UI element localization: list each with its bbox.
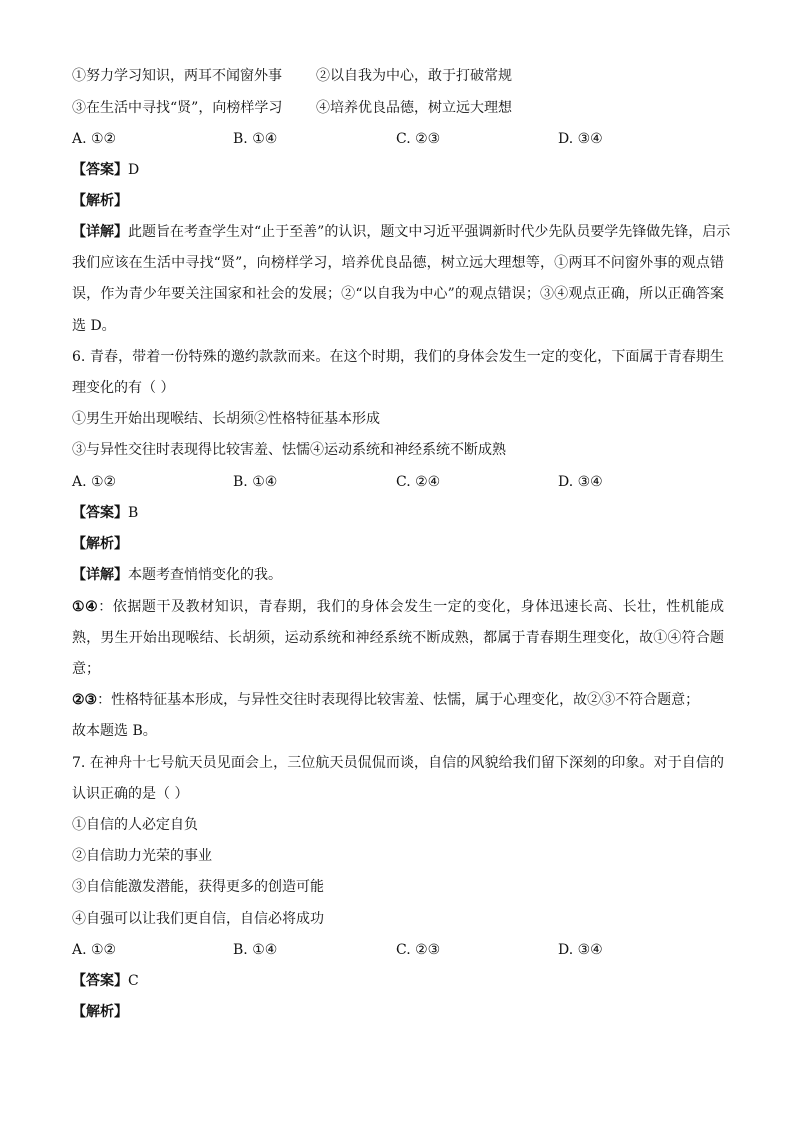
q7-option-d: D. ③④ bbox=[558, 942, 603, 958]
para-lead: ②③ bbox=[72, 692, 98, 708]
q5-option-c: C. ②③ bbox=[396, 131, 441, 147]
q7-option-c: C. ②③ bbox=[396, 942, 441, 958]
q6-statements-line-2: ③与异性交往时表现得比较害羞、怯懦④运动系统和神经系统不断成熟 bbox=[72, 442, 506, 458]
q5-analysis-heading bbox=[72, 191, 724, 211]
q5-statement-1: ①努力学习知识，两耳不闻窗外事 bbox=[72, 68, 282, 84]
q7-statement-2: ②自信助力光荣的事业 bbox=[72, 848, 212, 864]
q6-detail-line-1 bbox=[72, 565, 724, 585]
q7-option-b: B. ①④ bbox=[233, 942, 278, 958]
q7-analysis-heading bbox=[72, 1002, 724, 1022]
detail-text: 本题考查悄悄变化的我。 bbox=[128, 567, 282, 583]
q5-detail-line-3: 误，作为青少年要关注国家和社会的发展；②“以自我为中心”的观点错误；③④观点正确，所以正确答案 bbox=[72, 286, 724, 302]
q7-statement-1: ①自信的人必定自负 bbox=[72, 817, 198, 833]
q6-option-b: B. ①④ bbox=[233, 474, 278, 490]
q7-option-a: A. ①② bbox=[72, 942, 117, 958]
answer-label: 【答案】 bbox=[72, 505, 128, 521]
answer-label: 【答案】 bbox=[72, 162, 128, 178]
q6-option-a: A. ①② bbox=[72, 474, 117, 490]
q6-detail-para1-line-3: 意； bbox=[72, 661, 100, 677]
q5-option-a: A. ①② bbox=[72, 131, 117, 147]
q5-statement-2: ②以自我为中心，敢于打破常规 bbox=[316, 68, 512, 84]
q5-detail-line-1 bbox=[72, 222, 731, 242]
q7-answer bbox=[72, 971, 724, 991]
analysis-label: 【解析】 bbox=[72, 536, 128, 552]
q6-stem-line-1: 6. 青春，带着一份特殊的邀约款款而来。在这个时期，我们的身体会发生一定的变化，下面属于青春期生 bbox=[72, 349, 724, 365]
q5-option-b: B. ①④ bbox=[233, 131, 278, 147]
answer-value: D bbox=[128, 162, 140, 178]
para-text: ：性格特征基本形成，与异性交往时表现得比较害羞、怯懦，属于心理变化，故②③不符合题意； bbox=[97, 692, 700, 708]
q7-statement-4: ④自强可以让我们更自信，自信必将成功 bbox=[72, 911, 324, 927]
q6-detail-para1-line-2: 熟，男生开始出现喉结、长胡须，运动系统和神经系统不断成熟，都属于青春期生理变化，故①④符合题 bbox=[72, 630, 724, 646]
q6-analysis-heading bbox=[72, 534, 724, 554]
q6-answer bbox=[72, 503, 724, 523]
q5-statement-3: ③在生活中寻找“贤”，向榜样学习 bbox=[72, 100, 283, 116]
para-lead: ①④ bbox=[72, 599, 99, 615]
answer-value: B bbox=[128, 505, 139, 521]
answer-value: C bbox=[128, 973, 139, 989]
q6-stem-line-2: 理变化的有（ ） bbox=[72, 380, 175, 396]
q5-statement-4: ④培养优良品德，树立远大理想 bbox=[316, 100, 512, 116]
para-text: ：依据题干及教材知识，青春期，我们的身体会发生一定的变化，身体迅速长高、长壮，性机能成 bbox=[98, 599, 724, 615]
q5-answer bbox=[72, 160, 724, 180]
q6-detail-para2-line-1 bbox=[72, 690, 724, 710]
detail-text: 此题旨在考查学生对“止于至善”的认识，题文中习近平强调新时代少先队员要学先锋做先锋，启示 bbox=[128, 224, 731, 240]
q5-detail-line-4: 选 D。 bbox=[72, 318, 116, 334]
q6-detail-para2-line-2: 故本题选 B。 bbox=[72, 723, 157, 739]
detail-label: 【详解】 bbox=[72, 224, 128, 240]
analysis-label: 【解析】 bbox=[72, 1004, 128, 1020]
detail-label: 【详解】 bbox=[72, 567, 128, 583]
q7-stem-line-1: 7. 在神舟十七号航天员见面会上，三位航天员侃侃而谈，自信的风貌给我们留下深刻的印象。对于自信的 bbox=[72, 755, 724, 771]
q5-option-d: D. ③④ bbox=[558, 131, 603, 147]
q6-statements-line-1: ①男生开始出现喉结、长胡须②性格特征基本形成 bbox=[72, 411, 380, 427]
q5-detail-line-2: 我们应该在生活中寻找“贤”，向榜样学习，培养优良品德，树立远大理想等，①两耳不问窗外事的观点错 bbox=[72, 255, 724, 271]
answer-label: 【答案】 bbox=[72, 973, 128, 989]
q6-detail-para1-line-1 bbox=[72, 597, 724, 617]
analysis-label: 【解析】 bbox=[72, 193, 128, 209]
q6-option-d: D. ③④ bbox=[558, 474, 603, 490]
q7-statement-3: ③自信能激发潜能，获得更多的创造可能 bbox=[72, 879, 324, 895]
q6-option-c: C. ②④ bbox=[396, 474, 441, 490]
q7-stem-line-2: 认识正确的是（ ） bbox=[72, 786, 189, 802]
